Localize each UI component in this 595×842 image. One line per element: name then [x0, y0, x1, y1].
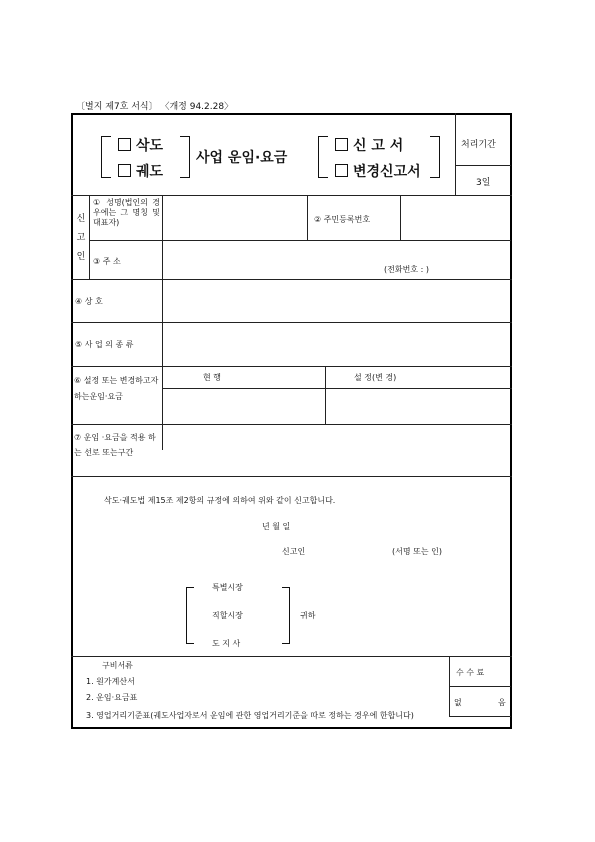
addressee-label: 귀하 [300, 611, 316, 620]
authority-governor: 도 지 사 [212, 639, 241, 648]
business-type-input[interactable] [163, 323, 509, 365]
name-label: ① 성명(법인의 경우에는 그 명칭 및 대표자) [93, 198, 160, 227]
authority-bracket-close [282, 587, 290, 644]
document-item-1: 1. 원가계산서 [86, 677, 135, 686]
document-item-2: 2. 운임·요금표 [86, 693, 138, 702]
processing-period-value: 3일 [476, 178, 491, 188]
fare-change-label: ⑥ 설정 또는 변경하고자하는운임·요금 [74, 376, 159, 401]
applicant-label: 신 고 인 [76, 214, 86, 262]
phone-label: (전화번호 : ) [384, 265, 429, 274]
left-bracket-open [101, 136, 111, 178]
table-bottom-border [71, 727, 512, 729]
option-gwedo[interactable]: 궤도 [118, 161, 163, 181]
authority-metropolitan: 특별시장 [212, 583, 243, 592]
new-fare-input[interactable] [326, 389, 509, 423]
id-number-input[interactable] [401, 196, 510, 239]
business-name-input[interactable] [163, 280, 509, 321]
option-report[interactable]: 신 고 서 [335, 135, 403, 155]
checkbox-icon [118, 138, 131, 151]
date-line: 년 월 일 [262, 522, 291, 531]
table-left-border [71, 113, 73, 729]
left-bracket-close [180, 136, 190, 178]
checkbox-icon [335, 164, 348, 177]
authority-bracket-open [186, 587, 194, 644]
form-title: 사업 운임·요금 [196, 150, 288, 166]
checkbox-icon [335, 138, 348, 151]
right-bracket-close [430, 136, 440, 178]
table-top-border [71, 113, 512, 115]
checkbox-icon [118, 164, 131, 177]
business-type-label: ⑤ 사 업 의 종 류 [75, 340, 134, 349]
processing-period-label: 처리기간 [461, 140, 496, 150]
document-item-3: 3. 영업거리기준표(궤도사업자로서 운임에 관한 영업거리기준을 따로 정하는 경우에 한합니다) [86, 711, 414, 720]
current-fare-input[interactable] [163, 389, 324, 423]
right-bracket-open [318, 136, 328, 178]
authority-direct-city: 직할시장 [212, 611, 243, 620]
route-input[interactable] [163, 425, 509, 475]
fee-value-right: 음 [498, 698, 506, 707]
fee-label: 수 수 료 [456, 668, 485, 677]
declaration-text: 삭도·궤도법 제15조 제2항의 규정에 의하여 위와 같이 신고합니다. [104, 496, 336, 505]
id-number-label: ② 주민등록번호 [314, 215, 371, 224]
option-change-report[interactable]: 변경신고서 [335, 161, 421, 181]
form-header-note: 〔별지 제7호 서식〕 〈개정 94.2.28〉 [76, 102, 234, 112]
name-input[interactable] [163, 196, 306, 239]
fee-value-left: 없 [454, 698, 462, 707]
new-fare-header: 설 정(변 경) [354, 373, 397, 382]
route-label: ⑦ 운임 ·요금을 적용 하는 선로 또는구간 [74, 433, 156, 457]
address-input[interactable] [163, 241, 509, 278]
address-label: ③ 주 소 [93, 257, 121, 266]
table-right-border [510, 113, 512, 729]
business-name-label: ④ 상 호 [75, 297, 103, 306]
option-sakdo[interactable]: 삭도 [118, 135, 163, 155]
signature-label: (서명 또는 인) [392, 547, 442, 556]
current-fare-header: 현 행 [203, 373, 221, 382]
documents-title: 구비서류 [102, 661, 133, 670]
applicant-sign-label: 신고인 [282, 547, 306, 556]
